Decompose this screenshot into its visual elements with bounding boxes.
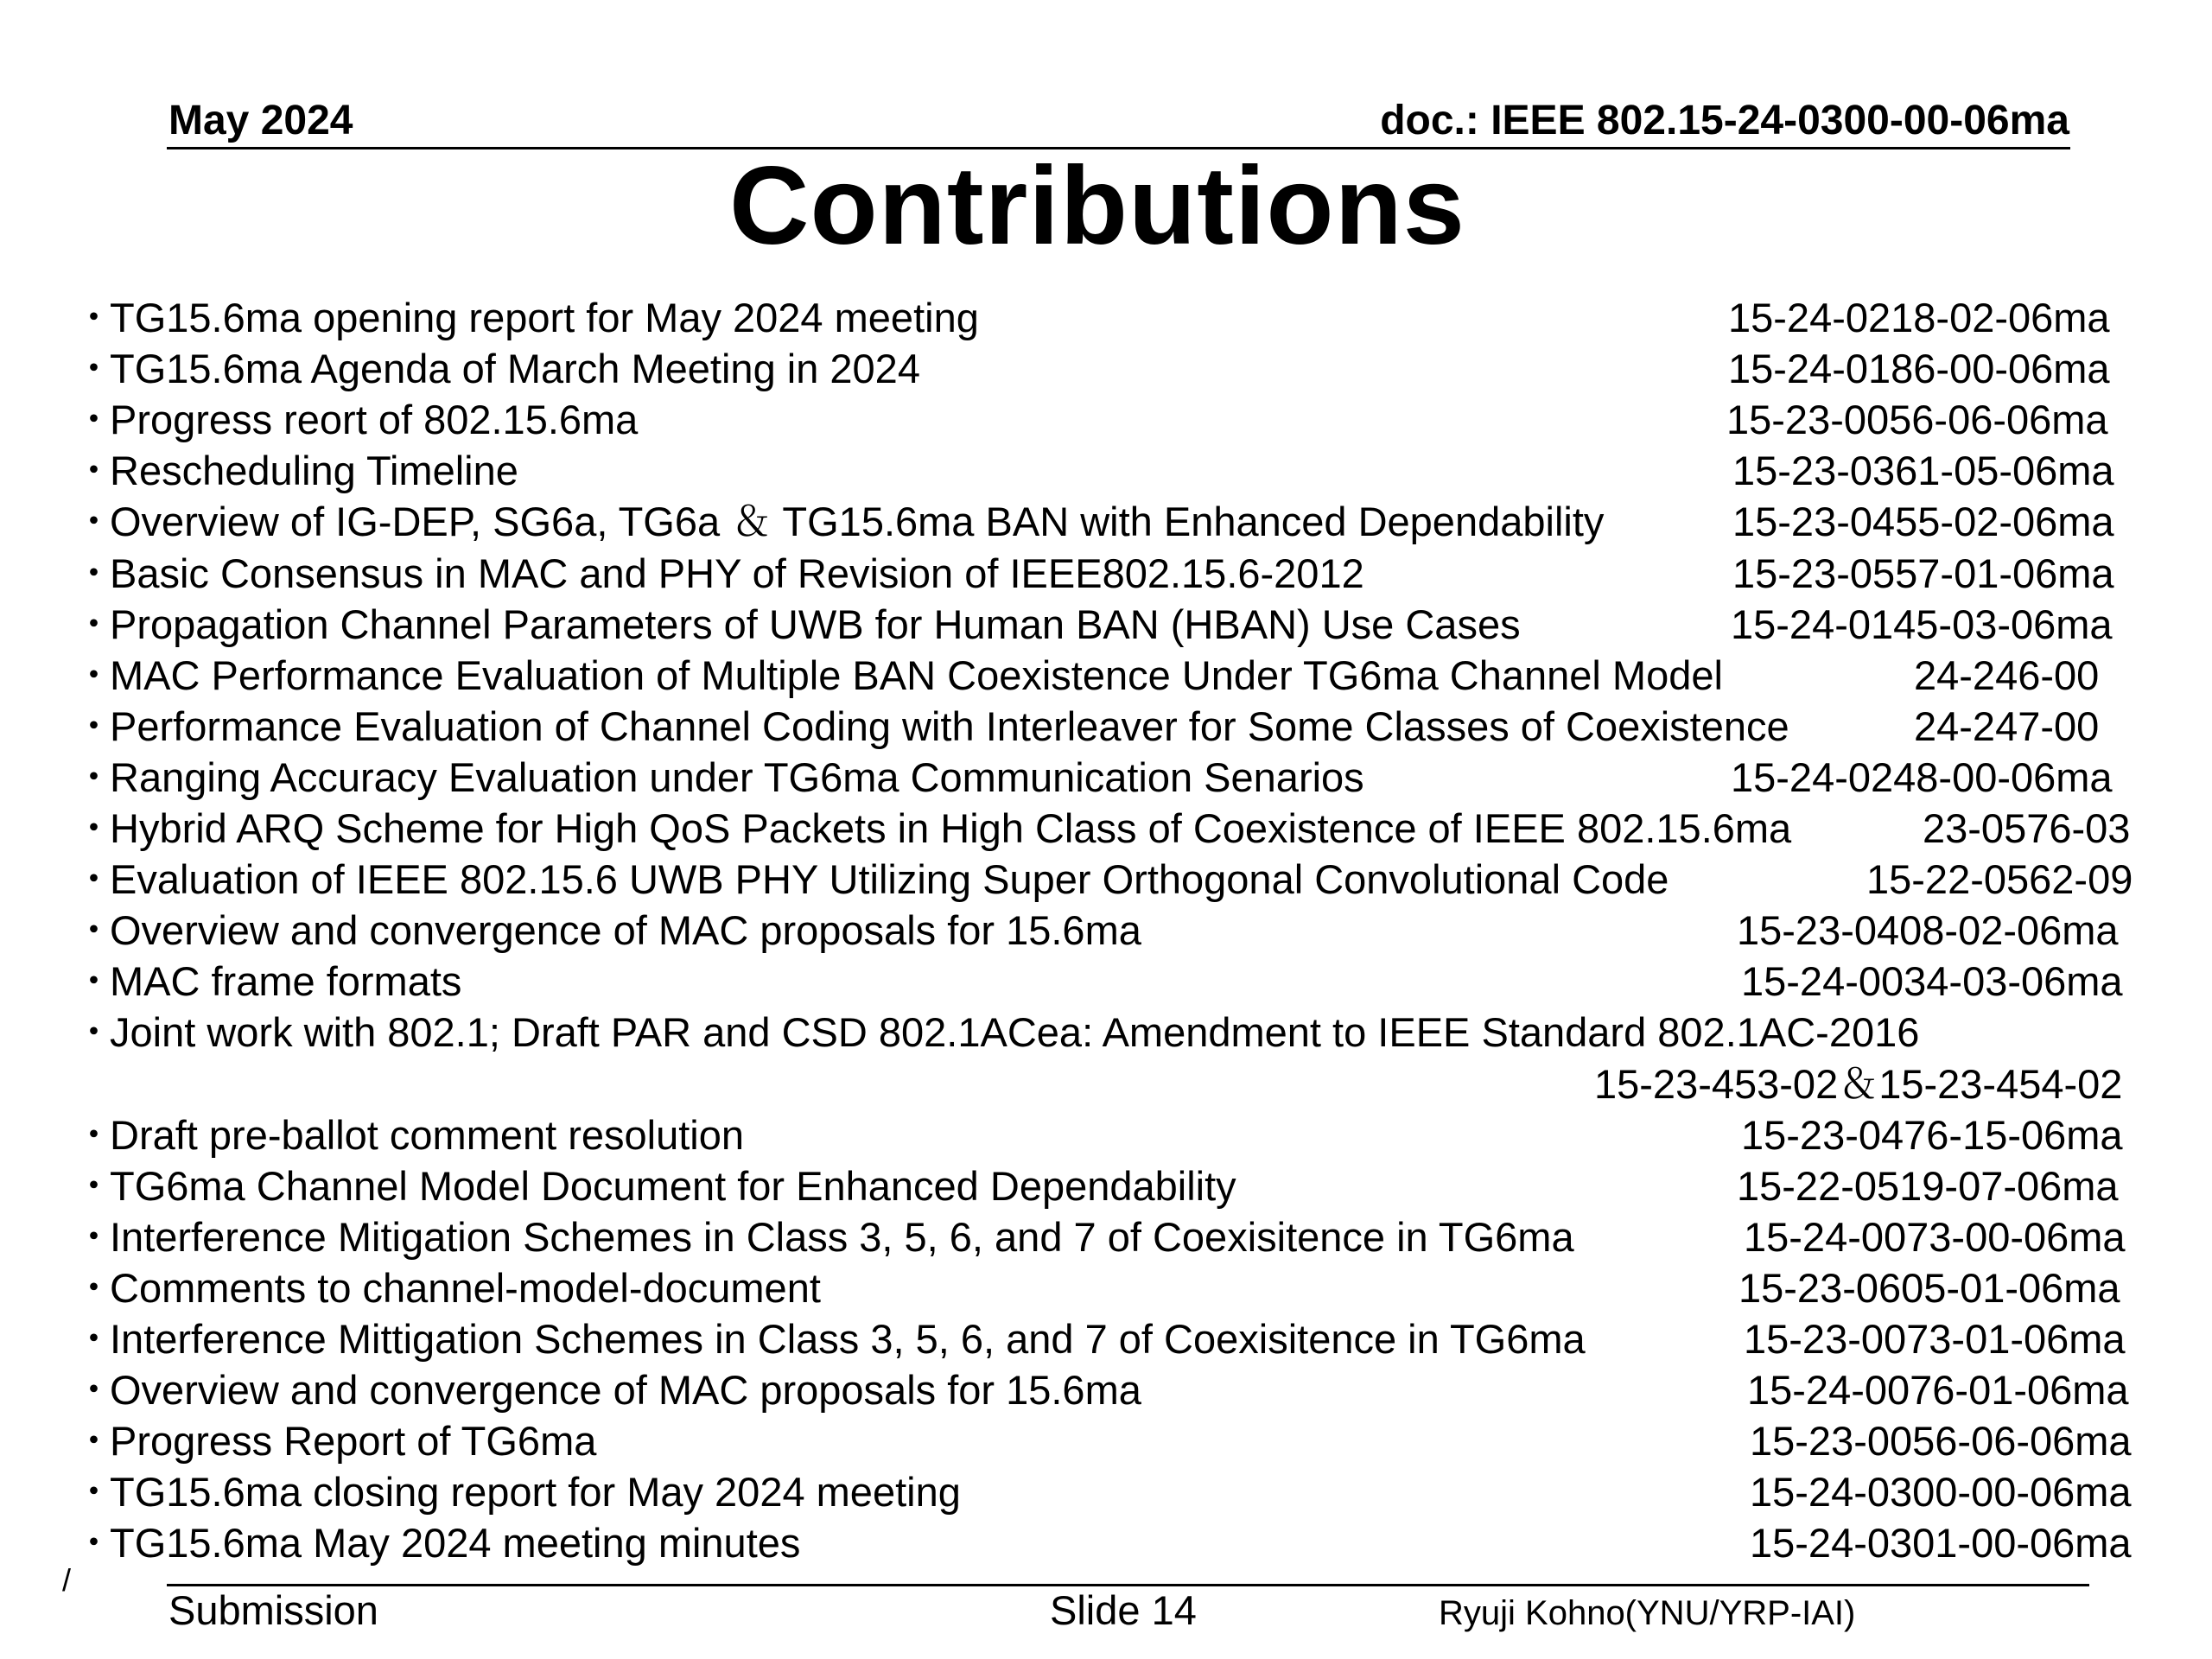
bullet-marker: ・	[73, 1469, 114, 1515]
footer-author: Ryuji Kohno(YNU/YRP-IAI)	[1439, 1594, 1856, 1632]
contribution-title: TG15.6ma closing report for May 2024 meeting	[110, 1469, 961, 1515]
document-number: 15-23-0408-02-06ma	[1737, 907, 2119, 953]
document-number: 15-24-0186-00-06ma	[1728, 346, 2110, 391]
contribution-title: Draft pre-ballot comment resolution	[110, 1112, 745, 1158]
document-number: 15-24-0248-00-06ma	[1731, 754, 2113, 800]
document-number: 15-23-0073-01-06ma	[1744, 1316, 2126, 1362]
document-number: 15-23-0361-05-06ma	[1732, 448, 2114, 493]
contribution-title: Hybrid ARQ Scheme for High QoS Packets in High Class of Coexistence of IEEE 802.15.6ma	[110, 805, 1792, 851]
document-number: 15-24-0218-02-06ma	[1728, 295, 2110, 340]
contribution-title: TG6ma Channel Model Document for Enhanced Dependability	[110, 1163, 1236, 1209]
contribution-title: Interference Mittigation Schemes in Class 3, 5, 6, and 7 of Coexisitence in TG6ma	[110, 1316, 1586, 1362]
slide-title: Contributions	[729, 144, 1465, 268]
bullet-marker: ・	[73, 805, 114, 851]
bullet-marker: ・	[73, 550, 114, 596]
contribution-title: Joint work with 802.1; Draft PAR and CSD 802.1ACea: Amendment to IEEE Standard 802.1AC-2016	[110, 1009, 1920, 1055]
header-doc-number: doc.: IEEE 802.15-24-0300-00-06ma	[1380, 98, 2069, 143]
document-number: 15-24-0300-00-06ma	[1750, 1469, 2132, 1515]
document-number: 15-23-0056-06-06ma	[1750, 1418, 2132, 1464]
bullet-marker: ・	[73, 1520, 114, 1566]
document-number: 15-23-0605-01-06ma	[1738, 1265, 2120, 1311]
document-number: 15-22-0519-07-06ma	[1737, 1163, 2119, 1209]
document-number: 15-23-0455-02-06ma	[1732, 499, 2114, 544]
bullet-marker: ・	[73, 703, 114, 749]
footer-slide-number: Slide 14	[1050, 1587, 1197, 1633]
bullet-marker: ・	[73, 295, 114, 340]
document-number: 15-24-0076-01-06ma	[1747, 1367, 2129, 1413]
bullet-marker: ・	[73, 652, 114, 698]
contribution-title: Overview of IG-DEP, SG6a, TG6a ＆ TG15.6ma BAN with Enhanced Dependability	[110, 499, 1605, 544]
contribution-title: Overview and convergence of MAC proposals for 15.6ma	[110, 1367, 1141, 1413]
document-number: 15-23-0557-01-06ma	[1732, 550, 2114, 596]
contribution-title: MAC frame formats	[110, 958, 462, 1004]
bullet-marker: ・	[73, 856, 114, 902]
contribution-title: Ranging Accuracy Evaluation under TG6ma Communication Senarios	[110, 754, 1364, 800]
document-number: 24-246-00	[1914, 652, 2100, 698]
contribution-title: Comments to channel-model-document	[110, 1265, 821, 1311]
bullet-marker: ・	[73, 958, 114, 1004]
bullet-marker: ・	[73, 907, 114, 953]
bullet-marker: ・	[73, 601, 114, 647]
contribution-title: TG15.6ma opening report for May 2024 meeting	[110, 295, 979, 340]
document-number: 24-247-00	[1914, 703, 2100, 749]
contribution-title: Evaluation of IEEE 802.15.6 UWB PHY Utilizing Super Orthogonal Convolutional Code	[110, 856, 1669, 902]
bullet-marker: ・	[73, 754, 114, 800]
contribution-title: Basic Consensus in MAC and PHY of Revision of IEEE802.15.6-2012	[110, 550, 1364, 596]
bullet-marker: ・	[73, 1418, 114, 1464]
bullet-marker: ・	[73, 1316, 114, 1362]
contribution-title: Propagation Channel Parameters of UWB for Human BAN (HBAN) Use Cases	[110, 601, 1521, 647]
bullet-marker: ・	[73, 1009, 114, 1055]
bullet-marker: ・	[73, 499, 114, 544]
footer-submission: Submission	[168, 1587, 378, 1633]
header-date: May 2024	[168, 98, 353, 143]
contribution-title: Overview and convergence of MAC proposals for 15.6ma	[110, 907, 1141, 953]
footer-mark: /	[62, 1562, 72, 1598]
document-number: 15-23-0476-15-06ma	[1741, 1112, 2123, 1158]
bullet-marker: ・	[73, 1265, 114, 1311]
document-number: 15-24-0073-00-06ma	[1744, 1214, 2126, 1260]
contribution-title: TG15.6ma May 2024 meeting minutes	[110, 1520, 801, 1566]
contribution-title: Rescheduling Timeline	[110, 448, 518, 493]
contribution-title: MAC Performance Evaluation of Multiple BAN Coexistence Under TG6ma Channel Model	[110, 652, 1723, 698]
document-number: 15-24-0145-03-06ma	[1731, 601, 2113, 647]
contribution-title: Performance Evaluation of Channel Coding with Interleaver for Some Classes of Coexistence	[110, 703, 1789, 749]
bullet-marker: ・	[73, 1214, 114, 1260]
document-number: 15-24-0034-03-06ma	[1741, 958, 2123, 1004]
contribution-title: Progress reort of 802.15.6ma	[110, 397, 639, 442]
document-number: 15-23-0056-06-06ma	[1726, 397, 2108, 442]
contribution-title: Interference Mitigation Schemes in Class 3, 5, 6, and 7 of Coexisitence in TG6ma	[110, 1214, 1574, 1260]
document-number: 23-0576-03	[1923, 805, 2131, 851]
contribution-title: Progress Report of TG6ma	[110, 1418, 597, 1464]
document-number: 15-23-453-02＆15-23-454-02	[1594, 1061, 2123, 1107]
bullet-marker: ・	[73, 1163, 114, 1209]
bullet-marker: ・	[73, 1367, 114, 1413]
bullet-marker: ・	[73, 448, 114, 493]
contribution-title: TG15.6ma Agenda of March Meeting in 2024	[110, 346, 920, 391]
bullet-marker: ・	[73, 1112, 114, 1158]
bullet-marker: ・	[73, 397, 114, 442]
bullet-marker: ・	[73, 346, 114, 391]
document-number: 15-22-0562-09	[1866, 856, 2133, 902]
document-number: 15-24-0301-00-06ma	[1750, 1520, 2132, 1566]
